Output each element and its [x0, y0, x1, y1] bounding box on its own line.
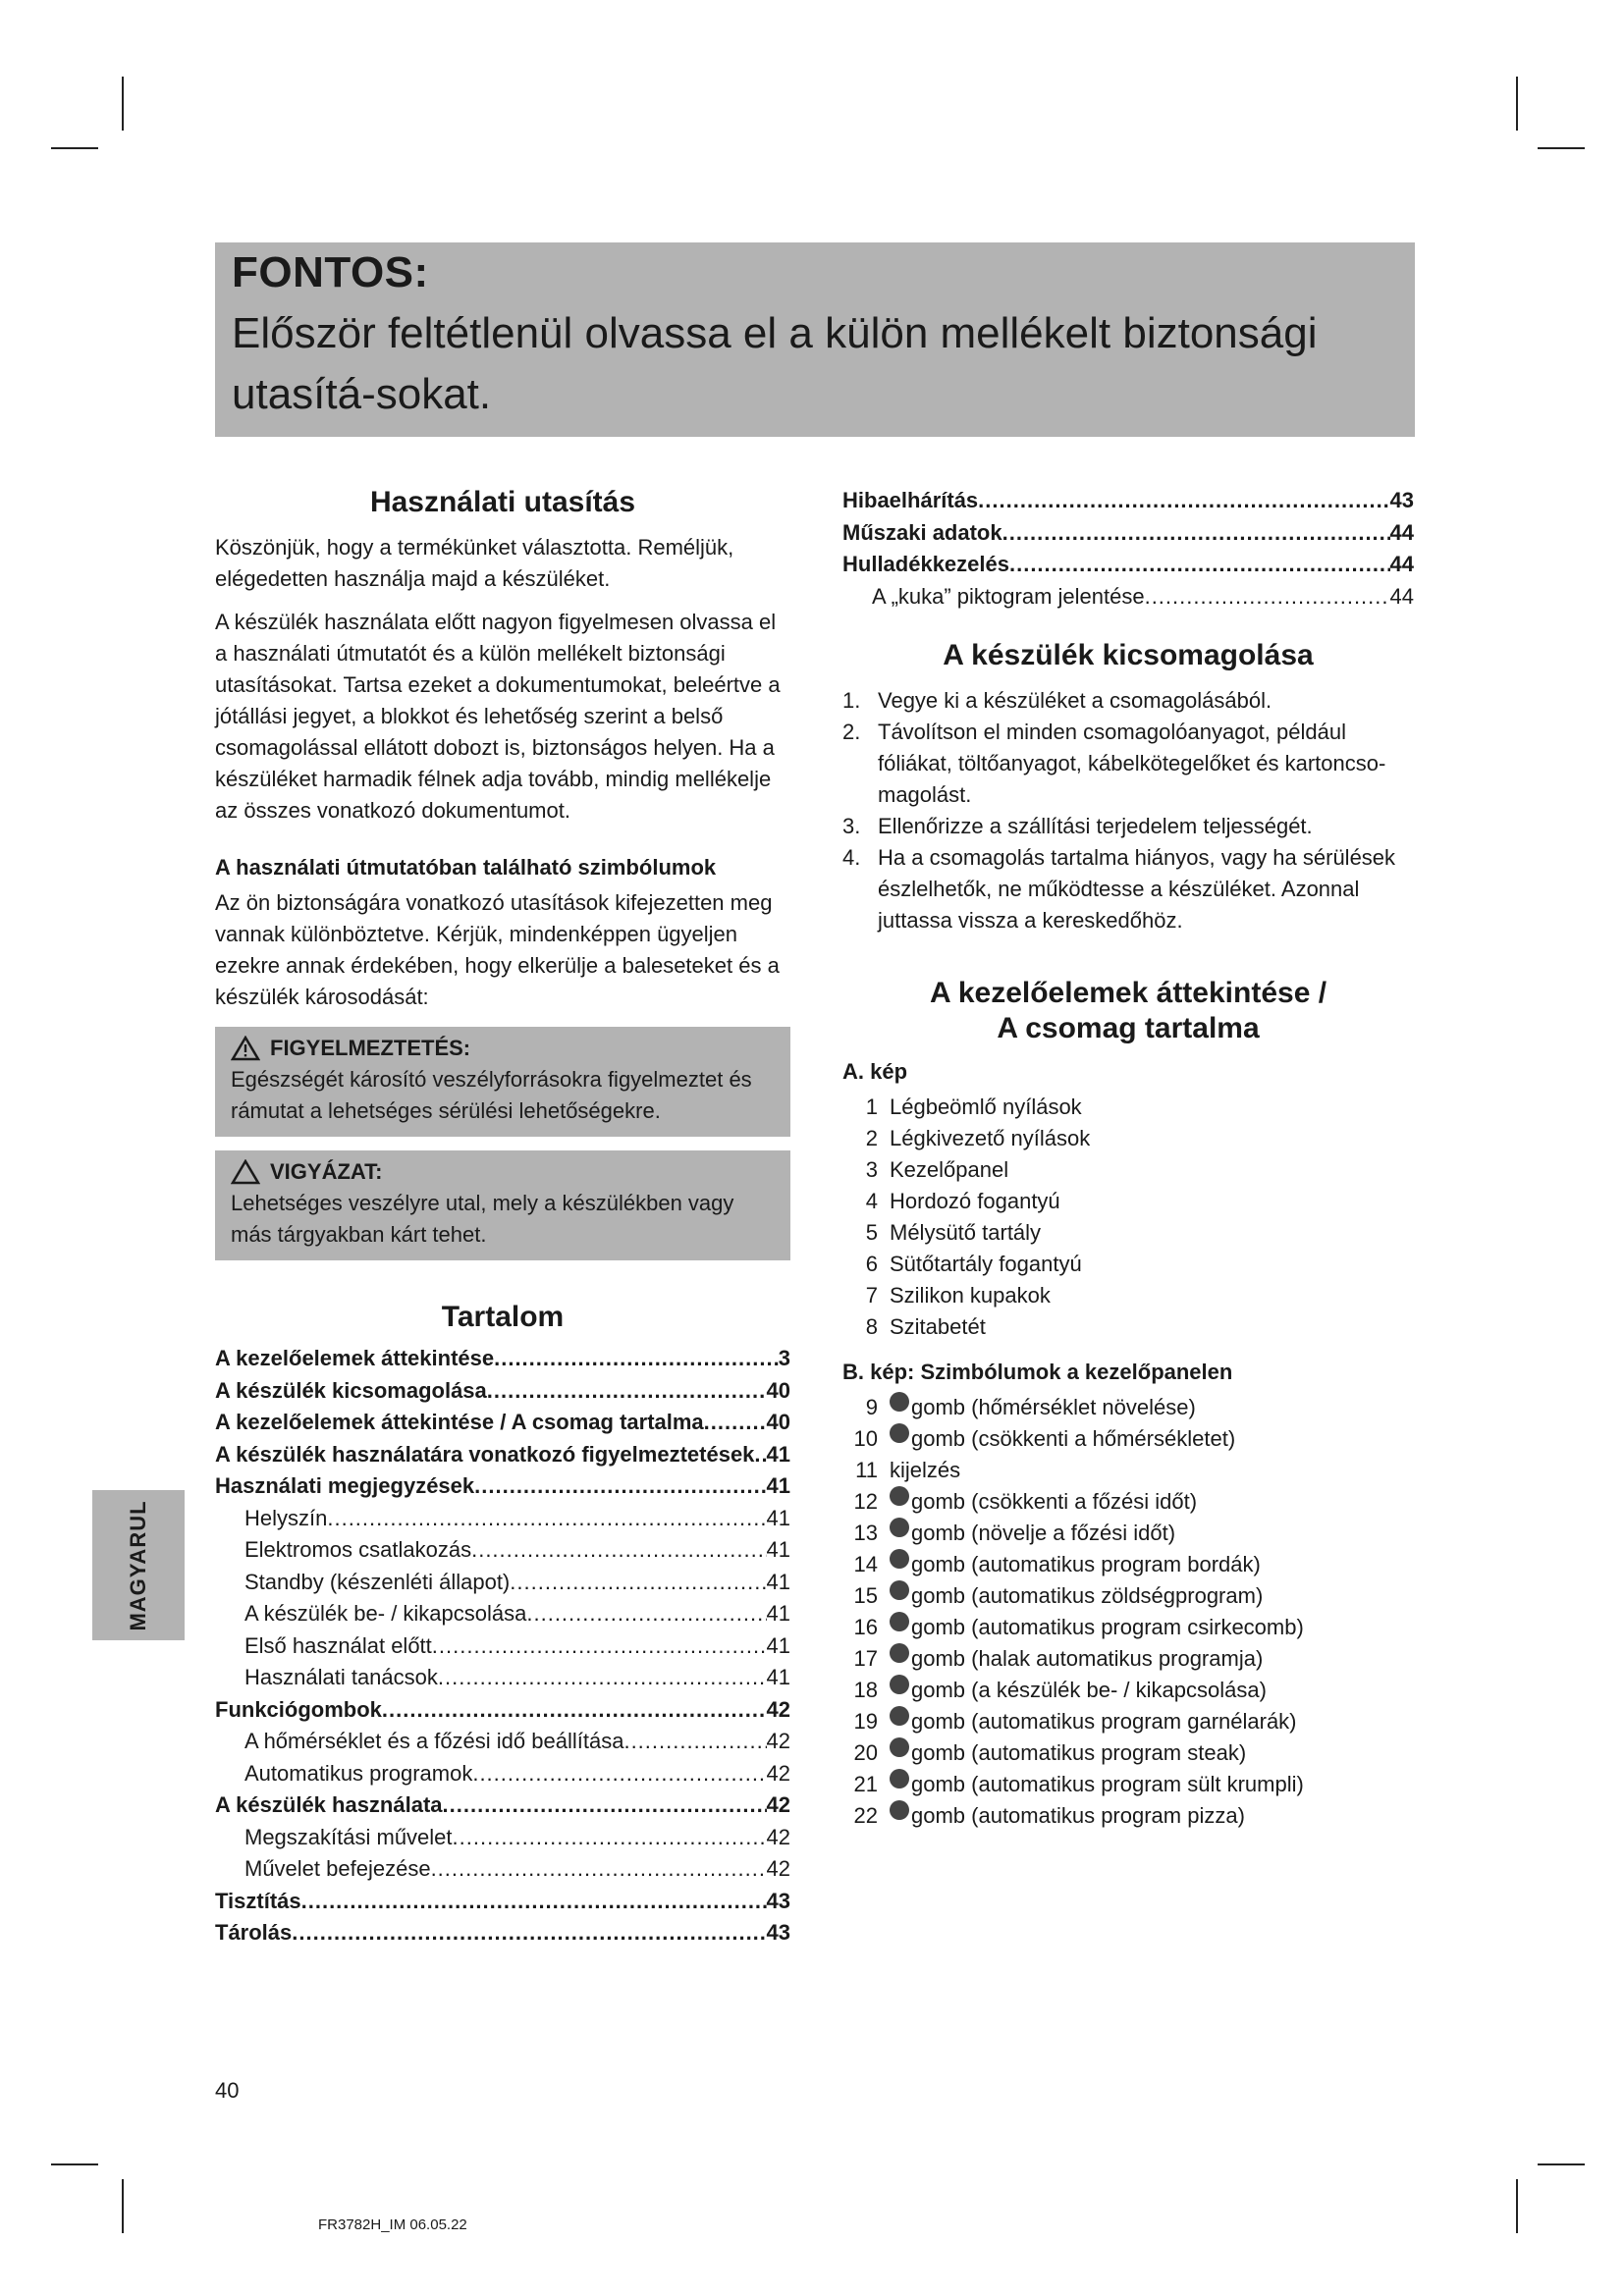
toc-entry-label: A készülék kicsomagolása — [215, 1377, 487, 1403]
intro-paragraph: Köszönjük, hogy a termékünket választotta. Reméljük, elégedetten használja majd a készüléket. — [215, 535, 734, 591]
symbol-item — [842, 1737, 1414, 1769]
intro-paragraph-2: A készülék használata előtt nagyon figyelmesen olvassa el a használati útmutatót és a külön mellékelt biztonsági utasításokat. Tartsa ezeket a dokumentumokat, beleértve a jótállási jegyet, a blokkot és lehetőség szerint a belső csomagolással ellátott dobozt is, biztonságos helyen. Ha a készüléket harmadik félnek adja tovább, mindig mellékelje az összes vonatkozó dokumentumot. — [215, 610, 781, 823]
warning-box — [215, 1027, 790, 1137]
list-number: 14 — [853, 1552, 878, 1576]
shrimp-icon — [890, 1706, 909, 1726]
toc-entry-label: Megszakítási művelet — [244, 1824, 453, 1849]
toc-leader-dots — [510, 1567, 766, 1599]
caution-title: VIGYÁZAT: — [270, 1159, 383, 1184]
list-number: 18 — [853, 1678, 878, 1702]
time-down-icon — [890, 1486, 909, 1506]
time-up-icon — [890, 1518, 909, 1537]
toc-entry — [215, 1343, 790, 1375]
caution-box — [215, 1150, 790, 1260]
figure-b-label: B. kép: Szimbólumok a kezelőpanelen — [842, 1360, 1233, 1384]
list-text: Ha a csomagolás tartalma hiányos, vagy ha sérülések észlelhetők, ne működtesse a készüléket. Azonnal juttassa vissza a kereskedőhöz. — [878, 845, 1396, 933]
list-text: gomb (automatikus program csirkecomb) — [911, 1615, 1304, 1639]
list-number: 1 — [865, 1095, 878, 1119]
toc-entry-page: 44 — [1389, 519, 1414, 545]
crop-mark — [51, 147, 98, 149]
list-number: 4 — [865, 1189, 878, 1213]
part-item — [842, 1154, 1414, 1186]
list-number: 15 — [853, 1583, 878, 1608]
page-number: 40 — [215, 2078, 240, 2103]
temperature-up-icon — [890, 1392, 909, 1412]
toc-entry-label: A kezelőelemek áttekintése / A csomag tartalma — [215, 1410, 704, 1434]
crop-mark — [1538, 2163, 1585, 2165]
toc-entry-page: 41 — [766, 1441, 790, 1467]
caution-triangle-icon — [231, 1159, 260, 1185]
part-item — [842, 1249, 1414, 1280]
list-number: 4. — [842, 845, 861, 870]
toc-leader-dots — [327, 1503, 766, 1535]
list-text: kijelzés — [890, 1458, 961, 1482]
toc-entry-label: Tárolás — [215, 1920, 293, 1945]
toc-entry — [842, 517, 1414, 550]
toc-entry-page: 40 — [766, 1377, 790, 1403]
manual-heading: Használati utasítás — [369, 486, 636, 518]
list-number: 6 — [865, 1252, 878, 1276]
symbol-item — [842, 1706, 1414, 1737]
list-number: 20 — [853, 1740, 878, 1765]
list-number: 9 — [865, 1395, 878, 1419]
toc-entry-page: 40 — [766, 1410, 790, 1434]
toc-entry — [215, 1439, 790, 1471]
toc-entry-page: 42 — [766, 1696, 790, 1722]
toc-entry-page: 41 — [766, 1569, 790, 1594]
unpacking-step — [842, 685, 1414, 717]
symbol-item — [842, 1769, 1414, 1800]
toc-entry-label: A „kuka” piktogram jelentése — [872, 583, 1145, 609]
toc-entry-label: Első használat előtt — [244, 1632, 432, 1658]
toc-entry-page: 41 — [766, 1601, 790, 1626]
toc-entry-label: A készülék használatára vonatkozó figyelmeztetések — [215, 1441, 755, 1467]
steak-icon — [890, 1737, 909, 1757]
toc-leader-dots — [704, 1407, 767, 1439]
toc-entry-page: 44 — [1389, 552, 1414, 576]
list-text: Mélysütő tartály — [890, 1220, 1042, 1245]
crop-mark — [1516, 77, 1518, 131]
list-text: gomb (automatikus program bordák) — [911, 1552, 1261, 1576]
power-icon — [890, 1675, 909, 1694]
unpacking-step — [842, 811, 1414, 842]
unpacking-steps — [842, 685, 1414, 936]
symbol-item — [842, 1549, 1414, 1580]
symbol-item — [842, 1423, 1414, 1455]
crop-mark — [122, 77, 124, 131]
list-text: gomb (automatikus program pizza) — [911, 1803, 1245, 1828]
symbol-item — [842, 1580, 1414, 1612]
toc-entry — [215, 1470, 790, 1503]
right-column — [842, 485, 1414, 1832]
toc-leader-dots — [292, 1917, 766, 1949]
toc-entry — [215, 1662, 790, 1694]
toc-entry-page: 42 — [766, 1760, 790, 1786]
toc-leader-dots — [1145, 581, 1390, 614]
symbol-item — [842, 1675, 1414, 1706]
fish-icon — [890, 1643, 909, 1663]
symbols-paragraph: Az ön biztonságára vonatkozó utasítások kifejezetten meg vannak különböztetve. Kérjük, mindenképpen ügyeljen ezekre annak érdekében, hogy elkerülje a baleseteket és a készülék károsodását: — [215, 890, 780, 1009]
toc-entry-page: 42 — [766, 1729, 790, 1753]
control-panel-symbols — [842, 1392, 1414, 1832]
list-number: 8 — [865, 1314, 878, 1339]
crop-mark — [1516, 2179, 1518, 2233]
part-item — [842, 1186, 1414, 1217]
list-text: Ellenőrizze a szállítási terjedelem teljességét. — [878, 814, 1313, 838]
list-number: 13 — [853, 1521, 878, 1545]
toc-entry-label: Automatikus programok — [244, 1760, 473, 1786]
toc-entry-page: 42 — [766, 1856, 790, 1881]
toc-entry-page: 41 — [766, 1473, 790, 1498]
list-text: Szilikon kupakok — [890, 1283, 1051, 1308]
toc-entry — [215, 1886, 790, 1918]
toc-entry — [842, 581, 1414, 614]
list-text: Légkivezető nyílások — [890, 1126, 1091, 1150]
ribs-icon — [890, 1549, 909, 1569]
toc-leader-dots — [472, 1758, 766, 1790]
list-text: gomb (automatikus program steak) — [911, 1740, 1247, 1765]
unpacking-step — [842, 842, 1414, 936]
toc-entry-label: Hulladékkezelés — [842, 552, 1009, 576]
banner-title: FONTOS: — [232, 248, 429, 296]
toc-entry — [215, 1917, 790, 1949]
banner-text: Először feltétlenül olvassa el a külön mellékelt biztonsági utasítá-sokat. — [232, 309, 1318, 418]
list-number: 12 — [853, 1489, 878, 1514]
toc-entry-label: Használati megjegyzések — [215, 1473, 475, 1498]
toc-entry-label: A hőmérséklet és a főzési idő beállítása — [244, 1729, 624, 1753]
list-text: Vegye ki a készüléket a csomagolásából. — [878, 688, 1272, 713]
toc-heading: Tartalom — [441, 1301, 565, 1333]
toc-entry-page: 3 — [778, 1346, 790, 1370]
crop-mark — [1538, 147, 1585, 149]
toc-leader-dots — [978, 485, 1389, 517]
symbol-item — [842, 1486, 1414, 1518]
toc-entry-label: A készülék be- / kikapcsolása — [244, 1601, 527, 1626]
toc-entry-label: Művelet befejezése — [244, 1856, 431, 1881]
list-number: 3. — [842, 814, 861, 838]
toc-entry — [215, 1567, 790, 1599]
crop-mark — [51, 2163, 98, 2165]
list-text: gomb (a készülék be- / kikapcsolása) — [911, 1678, 1267, 1702]
toc-leader-dots — [1002, 517, 1390, 550]
toc-leader-dots — [438, 1662, 767, 1694]
toc-leader-dots — [471, 1534, 766, 1567]
toc-entry-page: 41 — [766, 1505, 790, 1530]
list-text: Szitabetét — [890, 1314, 986, 1339]
list-text: gomb (halak automatikus programja) — [911, 1646, 1264, 1671]
left-column — [215, 485, 790, 1949]
toc-leader-dots — [494, 1343, 779, 1375]
toc-entry-page: 43 — [766, 1888, 790, 1913]
important-banner — [215, 242, 1415, 437]
toc-leader-dots — [431, 1853, 767, 1886]
chicken-leg-icon — [890, 1612, 909, 1631]
toc-leader-dots — [487, 1375, 767, 1408]
vegetable-icon — [890, 1580, 909, 1600]
list-number: 19 — [853, 1709, 878, 1734]
footer-code: FR3782H_IM 06.05.22 — [318, 2216, 467, 2233]
list-number: 21 — [853, 1772, 878, 1796]
list-number: 16 — [853, 1615, 878, 1639]
toc-leader-dots — [1009, 549, 1390, 581]
table-of-contents-continued — [842, 485, 1414, 613]
toc-entry — [215, 1822, 790, 1854]
toc-leader-dots — [474, 1470, 766, 1503]
list-number: 2 — [865, 1126, 878, 1150]
list-text: Hordozó fogantyú — [890, 1189, 1060, 1213]
toc-entry — [215, 1630, 790, 1663]
toc-leader-dots — [754, 1439, 766, 1471]
overview-heading-line1: A kezelőelemek áttekintése / — [929, 977, 1327, 1009]
toc-entry — [215, 1694, 790, 1727]
toc-entry — [215, 1534, 790, 1567]
list-text: gomb (csökkenti a hőmérsékletet) — [911, 1426, 1236, 1451]
toc-entry — [842, 485, 1414, 517]
toc-entry — [215, 1407, 790, 1439]
pizza-icon — [890, 1800, 909, 1820]
part-item — [842, 1280, 1414, 1311]
toc-entry-page: 42 — [766, 1824, 790, 1849]
unpacking-step — [842, 717, 1414, 811]
toc-entry-page: 43 — [1389, 488, 1414, 512]
toc-leader-dots — [443, 1789, 767, 1822]
part-item — [842, 1123, 1414, 1154]
list-text: Légbeömlő nyílások — [890, 1095, 1082, 1119]
list-number: 17 — [853, 1646, 878, 1671]
list-text: gomb (automatikus program garnélarák) — [911, 1709, 1297, 1734]
part-item — [842, 1311, 1414, 1343]
toc-entry-page: 42 — [766, 1792, 790, 1817]
toc-entry — [215, 1758, 790, 1790]
list-text: gomb (növelje a főzési időt) — [911, 1521, 1176, 1545]
toc-entry-page: 43 — [766, 1920, 790, 1945]
list-text: gomb (automatikus zöldségprogram) — [911, 1583, 1264, 1608]
list-text: gomb (hőmérséklet növelése) — [911, 1395, 1196, 1419]
toc-entry-page: 41 — [766, 1537, 790, 1562]
list-number: 22 — [853, 1803, 878, 1828]
toc-entry-label: Helyszín — [244, 1505, 328, 1530]
warning-title: FIGYELMEZTETÉS: — [270, 1036, 471, 1060]
list-number: 5 — [865, 1220, 878, 1245]
symbol-item — [842, 1392, 1414, 1423]
toc-entry-page: 41 — [766, 1665, 790, 1689]
symbol-item — [842, 1518, 1414, 1549]
toc-leader-dots — [301, 1886, 767, 1918]
toc-entry — [215, 1789, 790, 1822]
toc-leader-dots — [526, 1598, 766, 1630]
toc-entry-label: Műszaki adatok — [842, 519, 1002, 545]
list-number: 3 — [865, 1157, 878, 1182]
table-of-contents — [215, 1343, 790, 1949]
caution-text: Lehetséges veszélyre utal, mely a készülékben vagy más tárgyakban kárt tehet. — [231, 1191, 734, 1247]
toc-entry-label: Elektromos csatlakozás — [244, 1537, 472, 1562]
symbol-item — [842, 1455, 1414, 1486]
language-tab — [92, 1490, 185, 1640]
toc-entry — [215, 1853, 790, 1886]
list-number: 2. — [842, 720, 861, 744]
list-number: 11 — [855, 1458, 878, 1482]
toc-leader-dots — [382, 1694, 767, 1727]
part-item — [842, 1092, 1414, 1123]
parts-list — [842, 1092, 1414, 1343]
unpacking-heading: A készülék kicsomagolása — [943, 639, 1314, 671]
toc-entry-label: A készülék használata — [215, 1792, 443, 1817]
fries-icon — [890, 1769, 909, 1789]
list-text: gomb (automatikus program sült krumpli) — [911, 1772, 1304, 1796]
crop-mark — [122, 2179, 124, 2233]
toc-entry-label: Hibaelhárítás — [842, 488, 979, 512]
symbol-item — [842, 1800, 1414, 1832]
toc-leader-dots — [453, 1822, 767, 1854]
list-text: Sütőtartály fogantyú — [890, 1252, 1082, 1276]
toc-entry-label: A kezelőelemek áttekintése — [215, 1346, 495, 1370]
list-text: gomb (csökkenti a főzési időt) — [911, 1489, 1198, 1514]
symbol-item — [842, 1612, 1414, 1643]
list-text: Távolítson el minden csomagolóanyagot, például fóliákat, töltőanyagot, kábelkötegelőket és kartoncso-magolást. — [878, 720, 1386, 807]
figure-a-label: A. kép — [842, 1059, 908, 1084]
symbols-heading: A használati útmutatóban található szimbólumok — [215, 855, 717, 880]
toc-entry — [215, 1598, 790, 1630]
symbol-item — [842, 1643, 1414, 1675]
warning-triangle-icon — [231, 1036, 260, 1061]
toc-leader-dots — [432, 1630, 767, 1663]
toc-leader-dots — [623, 1726, 766, 1758]
overview-heading-line2: A csomag tartalma — [997, 1012, 1260, 1044]
toc-entry-label: Használati tanácsok — [244, 1665, 438, 1689]
toc-entry-label: Standby (készenléti állapot) — [244, 1569, 511, 1594]
list-number: 1. — [842, 688, 861, 713]
list-number: 10 — [853, 1426, 878, 1451]
toc-entry-page: 41 — [766, 1632, 790, 1658]
warning-text: Egészségét károsító veszélyforrásokra figyelmeztet és rámutat a lehetséges sérülési lehetőségekre. — [231, 1067, 752, 1123]
toc-entry-page: 44 — [1389, 583, 1414, 609]
toc-entry — [215, 1375, 790, 1408]
temperature-down-icon — [890, 1423, 909, 1443]
toc-entry — [215, 1726, 790, 1758]
toc-entry — [215, 1503, 790, 1535]
list-text: Kezelőpanel — [890, 1157, 1009, 1182]
toc-entry-label: Funkciógombok — [215, 1696, 382, 1722]
language-label: MAGYARUL — [126, 1499, 150, 1631]
toc-entry — [842, 549, 1414, 581]
part-item — [842, 1217, 1414, 1249]
list-number: 7 — [865, 1283, 878, 1308]
toc-entry-label: Tisztítás — [215, 1888, 301, 1913]
